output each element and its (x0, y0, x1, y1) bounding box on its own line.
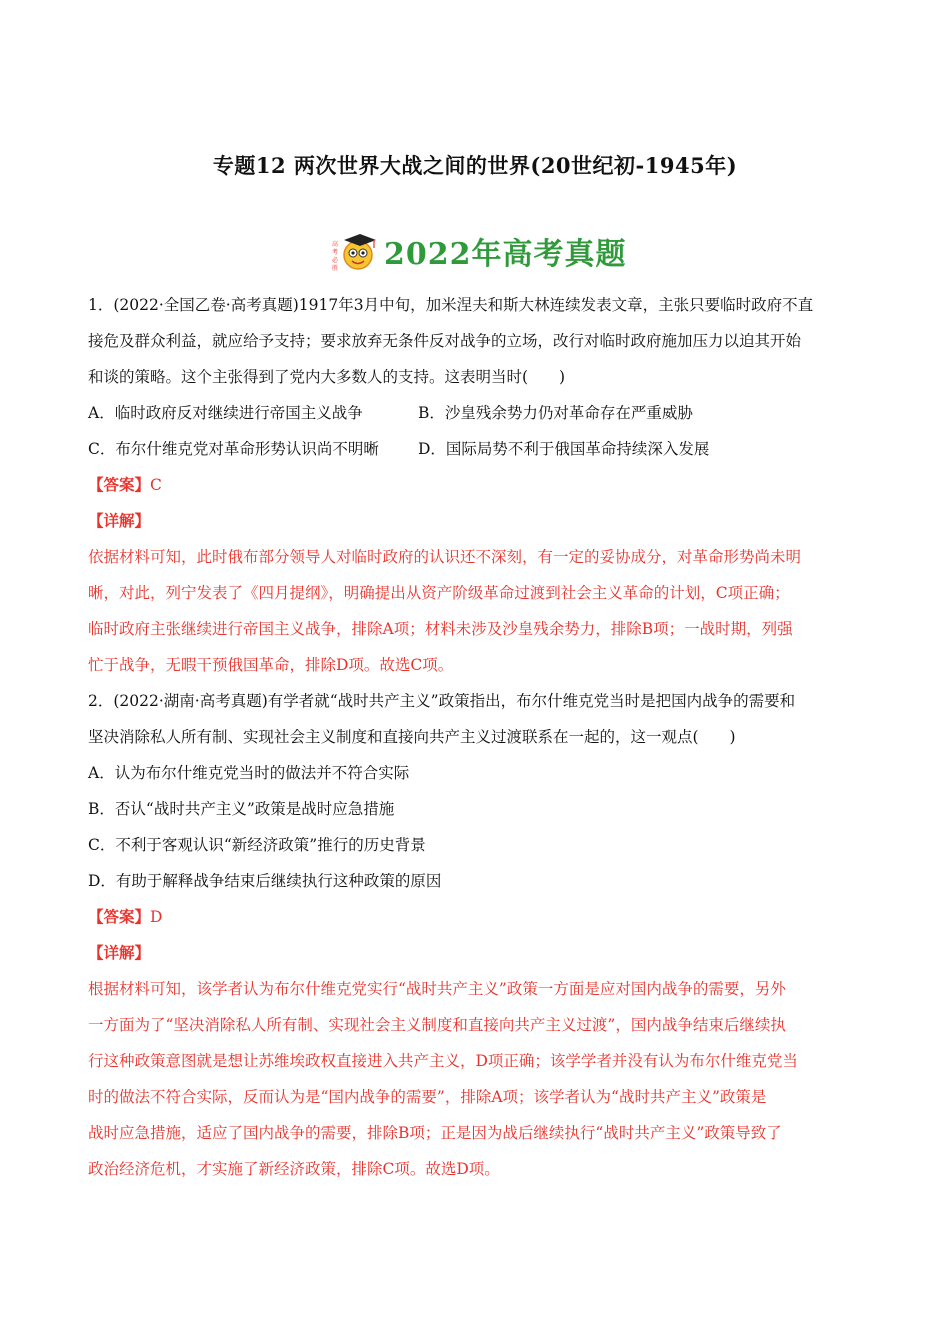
detail-label: 【详解】 (88, 943, 151, 962)
question-stem-line: 1．(2022·全国乙卷·高考真题)1917年3月中旬，加米涅夫和斯大林连续发表文章，主张只要临时政府不直 (88, 296, 814, 314)
question-1 (88, 287, 863, 683)
option-b: B．否认“战时共产主义”政策是战时应急措施 (88, 800, 395, 818)
explanation-line: 时的做法不符合实际，反而认为是“国内战争的需要”，排除A项；该学者认为“战时共产主义”政策是 (88, 1088, 767, 1106)
answer-label: 【答案】 (88, 907, 151, 926)
explanation-line: 战时应急措施，适应了国内战争的需要，排除B项；正是因为战后继续执行“战时共产主义”政策导致了 (88, 1124, 782, 1142)
explanation-line: 晰，对此，列宁发表了《四月提纲》，明确提出从资产阶级革命过渡到社会主义革命的计划，C项正确； (88, 584, 790, 602)
banner-title: 2022年高考真题 (384, 237, 627, 272)
answer-label: 【答案】 (88, 475, 151, 494)
explanation-line: 临时政府主张继续进行帝国主义战争，排除A项；材料未涉及沙皇残余势力，排除B项；一战时期，列强 (88, 620, 793, 638)
answer-line (88, 467, 863, 503)
explanation-line: 依据材料可知，此时俄布部分领导人对临时政府的认识还不深刻，有一定的妥协成分，对革命形势尚未明 (88, 548, 802, 566)
explanation-line: 行这种政策意图就是想让苏维埃政权直接进入共产主义，D项正确；该学学者并没有认为布尔什维克党当 (88, 1052, 798, 1070)
option-row (88, 395, 863, 431)
detail-label: 【详解】 (88, 511, 151, 530)
mascot-graduate-icon (330, 226, 380, 276)
option-c: C．布尔什维克党对革命形势认识尚不明晰 (88, 440, 379, 458)
option-c: C．不利于客观认识“新经济政策”推行的历史背景 (88, 836, 426, 854)
option-a: A．认为布尔什维克党当时的做法并不符合实际 (88, 764, 410, 782)
answer-value: D (150, 908, 163, 926)
svg-text:必: 必 (332, 257, 339, 264)
questions-content (88, 287, 863, 1187)
section-banner (330, 226, 627, 276)
svg-text:高: 高 (332, 241, 339, 248)
question-stem-line: 2．(2022·湖南·高考真题)有学者就“战时共产主义”政策指出，布尔什维克党当时是把国内战争的需要和 (88, 692, 796, 710)
answer-value: C (150, 476, 162, 494)
option-b: B．沙皇残余势力仍对革命存在严重威胁 (418, 404, 693, 422)
svg-text:胜: 胜 (332, 265, 339, 272)
explanation-line: 一方面为了“坚决消除私人所有制、实现社会主义制度和直接向共产主义过渡”，国内战争结束后继续执 (88, 1016, 786, 1034)
option-a: A．临时政府反对继续进行帝国主义战争 (88, 404, 363, 422)
explanation-line: 根据材料可知，该学者认为布尔什维克党实行“战时共产主义”政策一方面是应对国内战争的需要，另外 (88, 980, 786, 998)
question-stem-line: 和谈的策略。这个主张得到了党内大多数人的支持。这表明当时( ) (88, 368, 566, 386)
question-stem-line: 接危及群众利益，就应给予支持；要求放弃无条件反对战争的立场，改行对临时政府施加压力以迫其开始 (88, 332, 802, 350)
option-row (88, 431, 863, 467)
question-2 (88, 683, 863, 1187)
question-stem-line: 坚决消除私人所有制、实现社会主义制度和直接向共产主义过渡联系在一起的，这一观点( ) (88, 728, 736, 746)
answer-line (88, 899, 863, 935)
page-title: 专题12 两次世界大战之间的世界(20世纪初-1945年) (212, 153, 738, 178)
svg-text:考: 考 (332, 249, 339, 256)
option-d: D．国际局势不利于俄国革命持续深入发展 (418, 440, 710, 458)
option-d: D．有助于解释战争结束后继续执行这种政策的原因 (88, 872, 442, 890)
explanation-line: 忙于战争，无暇干预俄国革命，排除D项。故选C项。 (88, 656, 454, 674)
explanation-line: 政治经济危机，才实施了新经济政策，排除C项。故选D项。 (88, 1160, 500, 1178)
